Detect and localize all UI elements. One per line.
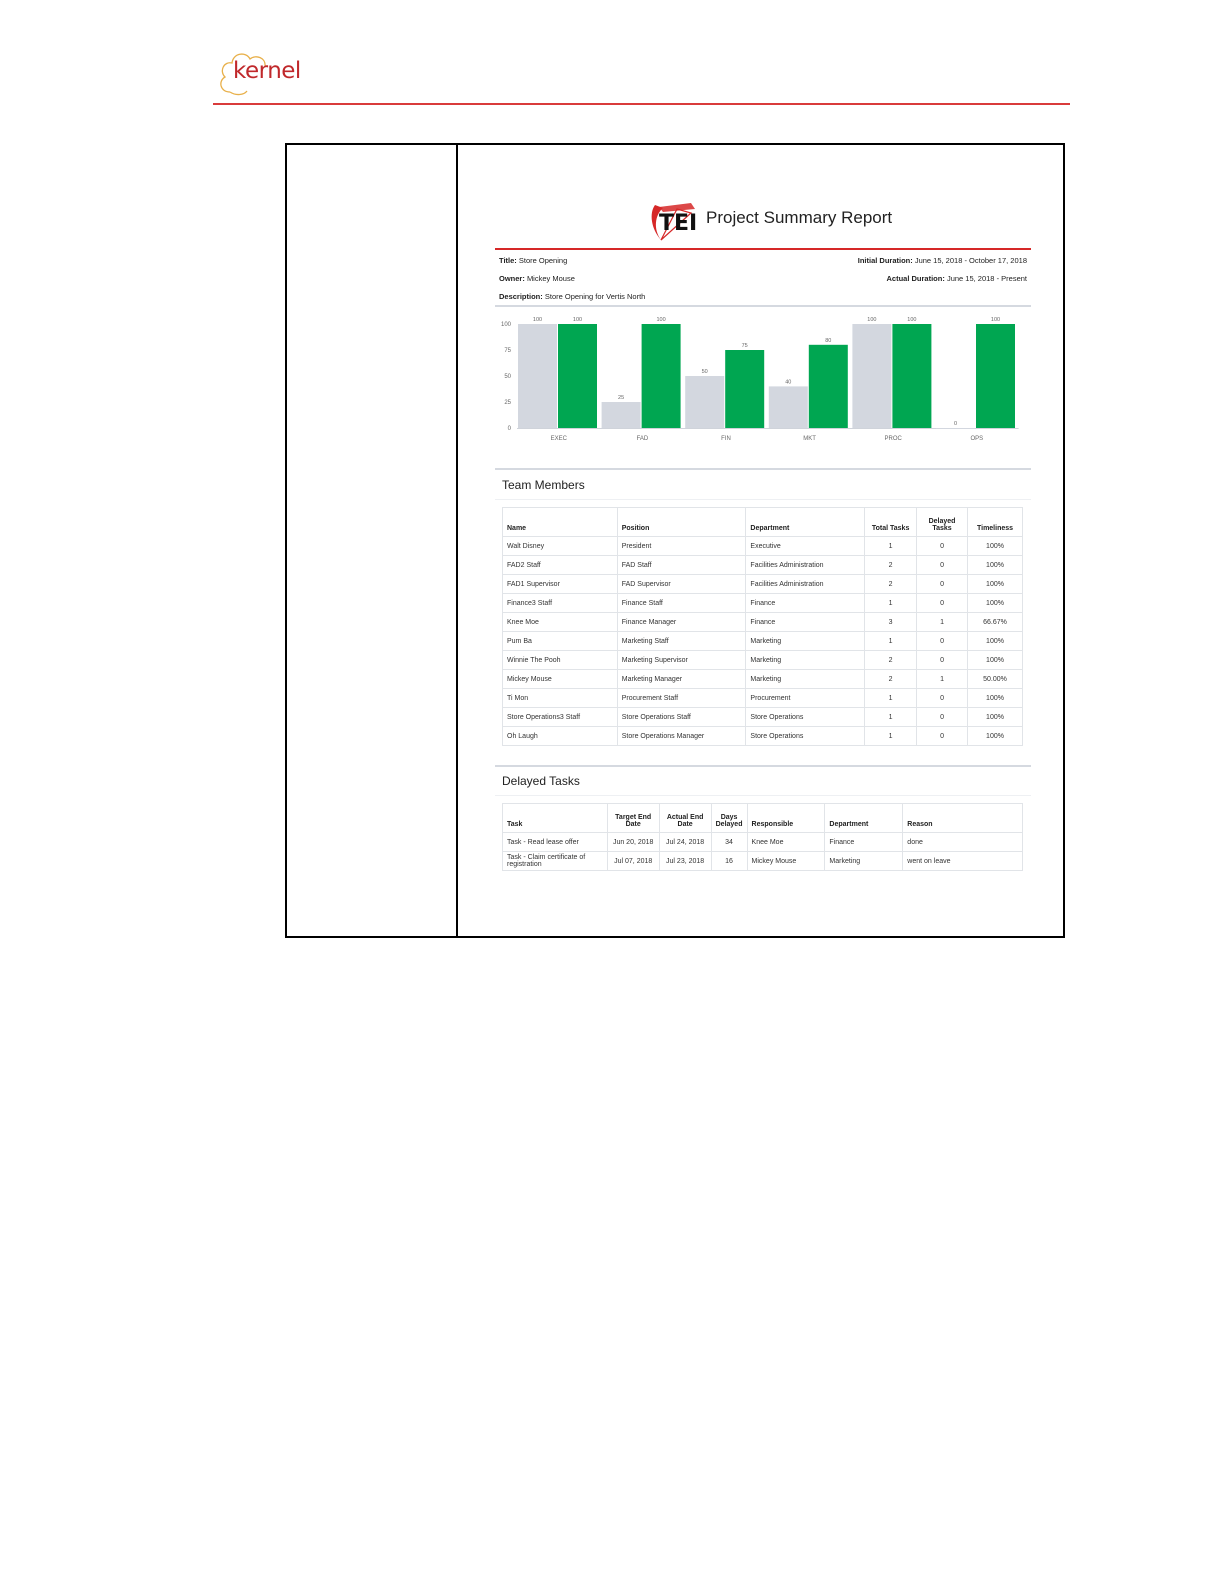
team-row-cell: Finance Staff: [617, 594, 746, 613]
team-row-cell: Store Operations: [746, 708, 865, 727]
team-row-cell: 100%: [968, 727, 1023, 746]
team-row-cell: FAD2 Staff: [503, 556, 618, 575]
meta-title-label: Title:: [499, 256, 517, 265]
bar: [936, 428, 975, 429]
bar: [725, 350, 764, 428]
bar-data-label: 100: [867, 317, 877, 323]
team-row: [503, 670, 1023, 689]
delayed-col-task: Task: [503, 804, 608, 833]
team-row-cell: 100%: [968, 594, 1023, 613]
team-row-cell: Marketing Staff: [617, 632, 746, 651]
y-tick-label: 25: [504, 400, 511, 406]
bar: [892, 324, 931, 428]
chart-divider: [495, 468, 1031, 470]
meta-description-label: Description:: [499, 292, 543, 301]
team-row-cell: 2: [865, 670, 917, 689]
team-row-cell: FAD1 Supervisor: [503, 575, 618, 594]
team-row-cell: Executive: [746, 537, 865, 556]
delayed-tasks-table: [502, 803, 1023, 871]
team-row-cell: 0: [917, 689, 968, 708]
team-row-cell: 100%: [968, 556, 1023, 575]
team-divider: [495, 765, 1031, 767]
bar-data-label: 100: [532, 317, 543, 323]
delayed-col-target-end-date: Target End Date: [607, 804, 659, 833]
meta-owner-label: Owner:: [499, 274, 525, 283]
bar-data-label: 100: [907, 317, 917, 323]
team-row-cell: 1: [865, 594, 917, 613]
meta-owner-value: Mickey Mouse: [526, 274, 575, 283]
bar: [809, 345, 848, 428]
meta-title: [499, 256, 567, 265]
team-row-cell: 100%: [968, 632, 1023, 651]
bar: [685, 376, 724, 428]
bar-data-label: 50: [701, 369, 708, 375]
report-title: Project Summary Report: [706, 208, 893, 227]
team-col-department: Department: [746, 508, 865, 537]
team-row-cell: FAD Staff: [617, 556, 746, 575]
team-row-cell: Marketing: [746, 651, 865, 670]
team-header-row: [503, 508, 1023, 537]
team-row-cell: 1: [865, 689, 917, 708]
y-tick-label: 100: [500, 322, 511, 328]
delayed-col-responsible: Responsible: [747, 804, 825, 833]
bar-data-label: 100: [572, 317, 583, 323]
delayed-col-reason: Reason: [903, 804, 1023, 833]
team-section-title: Team Members: [502, 478, 585, 492]
y-tick-label: 75: [504, 348, 511, 354]
team-row-cell: Mickey Mouse: [503, 670, 618, 689]
meta-actual-value: June 15, 2018 - Present: [946, 274, 1027, 283]
team-row-cell: 100%: [968, 575, 1023, 594]
team-row-cell: Marketing Manager: [617, 670, 746, 689]
team-row-cell: 0: [917, 537, 968, 556]
bar-data-label: 100: [656, 317, 666, 323]
x-tick-label: FIN: [721, 436, 731, 442]
x-tick-label: FAD: [636, 436, 649, 442]
team-title-rule: [495, 499, 1031, 500]
team-row-cell: Finance: [746, 594, 865, 613]
team-row-cell: Marketing: [746, 670, 865, 689]
team-row-cell: 1: [865, 537, 917, 556]
delayed-row: [503, 852, 1023, 871]
team-row-cell: 1: [865, 708, 917, 727]
x-tick-label: PROC: [884, 436, 902, 442]
meta-owner: [499, 274, 575, 283]
delayed-col-department: Department: [825, 804, 903, 833]
team-row-cell: Marketing: [746, 632, 865, 651]
team-row: [503, 727, 1023, 746]
frame-column-divider: [456, 143, 458, 938]
bar: [602, 402, 641, 428]
x-tick-label: OPS: [970, 436, 984, 442]
bar-data-label: 25: [618, 395, 625, 401]
team-row-cell: 1: [865, 632, 917, 651]
team-row-cell: Finance Manager: [617, 613, 746, 632]
tei-logo: [641, 199, 701, 243]
team-row-cell: 0: [917, 727, 968, 746]
team-row-cell: 66.67%: [968, 613, 1023, 632]
meta-title-value: Store Opening: [518, 256, 568, 265]
delayed-row-cell: 16: [711, 852, 747, 871]
team-row: [503, 632, 1023, 651]
team-row: [503, 613, 1023, 632]
team-row-cell: Store Operations Staff: [617, 708, 746, 727]
team-row-cell: Oh Laugh: [503, 727, 618, 746]
team-row-cell: 100%: [968, 537, 1023, 556]
delayed-row-cell: Jul 24, 2018: [659, 833, 711, 852]
team-row-cell: 2: [865, 556, 917, 575]
team-row-cell: Store Operations Manager: [617, 727, 746, 746]
x-tick-label: MKT: [803, 436, 816, 442]
team-col-position: Position: [617, 508, 746, 537]
department-bar-chart: [495, 310, 1031, 450]
team-row-cell: Facilities Administration: [746, 556, 865, 575]
delayed-row-cell: Task - Claim certificate of registration: [503, 852, 608, 871]
team-row-cell: 0: [917, 575, 968, 594]
team-row-cell: Store Operations3 Staff: [503, 708, 618, 727]
team-row-cell: 1: [917, 613, 968, 632]
team-col-name: Name: [503, 508, 618, 537]
delayed-title-rule: [495, 795, 1031, 796]
team-row-cell: Procurement Staff: [617, 689, 746, 708]
delayed-row-cell: done: [903, 833, 1023, 852]
bar-data-label: 40: [785, 379, 792, 386]
delayed-col-days-delayed: Days Delayed: [711, 804, 747, 833]
team-row-cell: 100%: [968, 708, 1023, 727]
meta-description-value: Store Opening for Vertis North: [544, 292, 646, 301]
team-row-cell: Pum Ba: [503, 632, 618, 651]
team-row-cell: 1: [865, 727, 917, 746]
team-row: [503, 594, 1023, 613]
team-row-cell: Store Operations: [746, 727, 865, 746]
meta-divider: [495, 305, 1031, 307]
team-row-cell: Marketing Supervisor: [617, 651, 746, 670]
delayed-row-cell: 34: [711, 833, 747, 852]
meta-initial-duration: [858, 256, 1027, 265]
team-row-cell: Finance3 Staff: [503, 594, 618, 613]
bar-data-label: 80: [825, 337, 832, 344]
brand-name: kernel: [233, 58, 301, 84]
bar: [852, 324, 891, 428]
kernel-logo: [216, 48, 316, 98]
team-row: [503, 651, 1023, 670]
delayed-row-cell: Finance: [825, 833, 903, 852]
y-tick-label: 0: [507, 426, 511, 432]
team-row-cell: FAD Supervisor: [617, 575, 746, 594]
team-members-table: [502, 507, 1023, 746]
team-row: [503, 575, 1023, 594]
delayed-row-cell: Mickey Mouse: [747, 852, 825, 871]
team-row-cell: 100%: [968, 651, 1023, 670]
delayed-section-title: Delayed Tasks: [502, 774, 580, 788]
bar: [769, 386, 808, 428]
team-col-timeliness: Timeliness: [968, 508, 1023, 537]
team-row-cell: 2: [865, 651, 917, 670]
delayed-row: [503, 833, 1023, 852]
tei-logo-icon: [641, 199, 701, 243]
delayed-row-cell: Jul 07, 2018: [607, 852, 659, 871]
bar-data-label: 100: [990, 317, 1001, 323]
meta-initial-value: June 15, 2018 - October 17, 2018: [914, 256, 1027, 265]
team-row-cell: President: [617, 537, 746, 556]
team-row-cell: 1: [917, 670, 968, 689]
bar: [518, 324, 557, 428]
team-row-cell: Walt Disney: [503, 537, 618, 556]
delayed-row-cell: Knee Moe: [747, 833, 825, 852]
header-divider: [213, 103, 1070, 105]
team-row-cell: 0: [917, 594, 968, 613]
delayed-row-cell: Task - Read lease offer: [503, 833, 608, 852]
delayed-row-cell: Marketing: [825, 852, 903, 871]
team-row-cell: 2: [865, 575, 917, 594]
team-col-total-tasks: Total Tasks: [865, 508, 917, 537]
team-col-delayed-tasks: Delayed Tasks: [917, 508, 968, 537]
meta-initial-label: Initial Duration:: [857, 256, 913, 265]
team-row: [503, 537, 1023, 556]
x-tick-label: EXEC: [550, 436, 567, 442]
team-row-cell: 100%: [968, 689, 1023, 708]
report-title-rule: [495, 248, 1031, 250]
team-row-cell: Procurement: [746, 689, 865, 708]
delayed-row-cell: Jun 20, 2018: [607, 833, 659, 852]
y-tick-label: 50: [504, 374, 511, 380]
bar-data-label: 0: [953, 421, 958, 427]
bar: [558, 324, 597, 428]
team-row-cell: Knee Moe: [503, 613, 618, 632]
meta-actual-label: Actual Duration:: [886, 274, 945, 283]
meta-actual-duration: [887, 274, 1028, 283]
team-row-cell: 0: [917, 708, 968, 727]
bar: [642, 324, 681, 428]
delayed-header-row: [503, 804, 1023, 833]
meta-description: [499, 292, 645, 301]
team-row: [503, 689, 1023, 708]
team-row-cell: 0: [917, 651, 968, 670]
bar-data-label: 75: [741, 343, 748, 349]
team-row-cell: 50.00%: [968, 670, 1023, 689]
delayed-row-cell: Jul 23, 2018: [659, 852, 711, 871]
team-row-cell: 3: [865, 613, 917, 632]
team-row-cell: 0: [917, 632, 968, 651]
team-row-cell: Facilities Administration: [746, 575, 865, 594]
bar: [976, 324, 1015, 428]
team-row-cell: Winnie The Pooh: [503, 651, 618, 670]
team-row-cell: Finance: [746, 613, 865, 632]
team-row-cell: 0: [917, 556, 968, 575]
delayed-row-cell: went on leave: [903, 852, 1023, 871]
team-row: [503, 708, 1023, 727]
team-row-cell: Ti Mon: [503, 689, 618, 708]
team-row: [503, 556, 1023, 575]
tei-logo-text: TEI: [659, 211, 698, 236]
delayed-col-actual-end-date: Actual End Date: [659, 804, 711, 833]
